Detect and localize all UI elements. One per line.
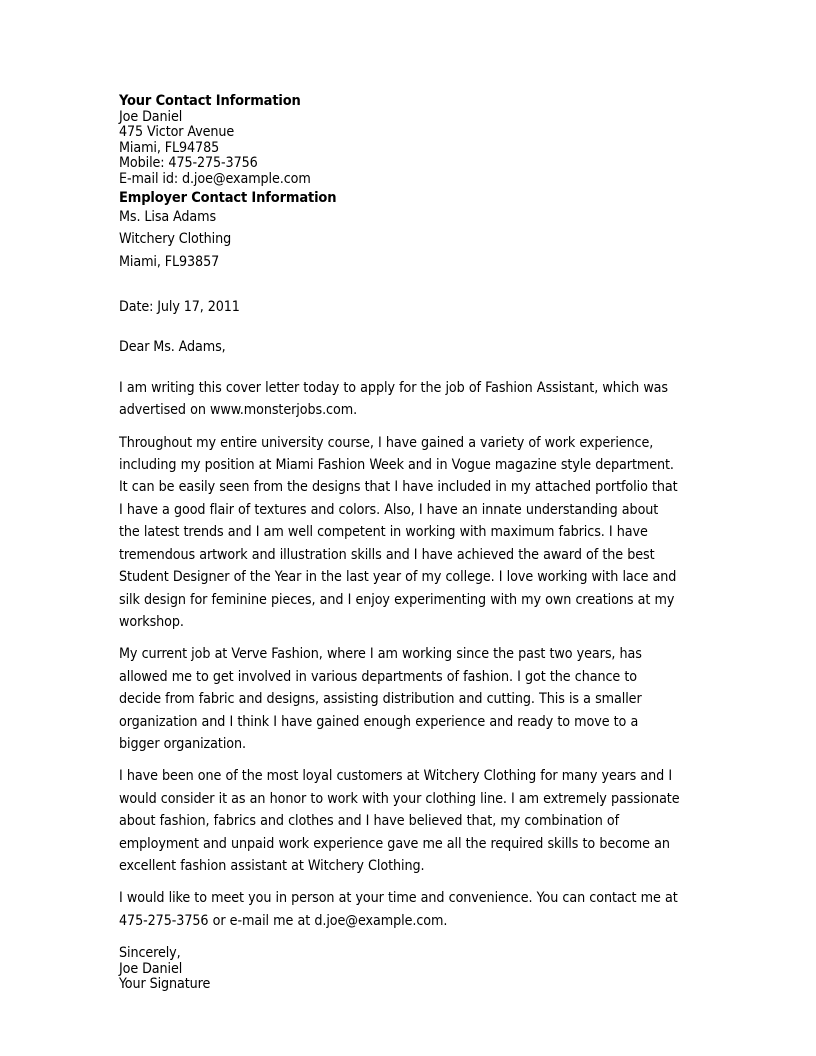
- recipient-name: Ms. Lisa Adams: [119, 209, 217, 226]
- spacer-recipient-date: [119, 273, 682, 296]
- letter-body: [119, 94, 682, 993]
- sender-email: E-mail id: d.joe@example.com: [119, 170, 311, 187]
- recipient-contact-heading: Employer Contact Information: [119, 189, 337, 206]
- sender-address-lines: [119, 110, 682, 188]
- sender-contact-block: [119, 94, 682, 188]
- recipient-company: Witchery Clothing: [119, 231, 232, 248]
- sender-street: 475 Victor Avenue: [119, 124, 235, 141]
- recipient-contact-block: [119, 191, 682, 273]
- sender-contact-heading: Your Contact Information: [119, 93, 301, 109]
- body-paragraph-4: I have been one of the most loyal customers at Witchery Clothing for many years and I would consider it as an honor to work with your clothing line. I am extremely passionate about fashion, fabrics and clothes and I have believed that, my combination of employment and unpaid work experience gave me all the required skills to become an excellent fashion assistant at Witchery Clothing.: [119, 768, 680, 874]
- spacer-paragraph-1-2: [119, 422, 682, 432]
- signature-line: Your Signature: [119, 976, 211, 993]
- body-paragraph-5: I would like to meet you in person at your time and convenience. You can contact me at 475-275-3756 or e-mail me at d.joe@example.com.: [119, 890, 678, 929]
- closing-salutation: Sincerely,: [119, 945, 181, 962]
- body-paragraph-3: My current job at Verve Fashion, where I am working since the past two years, has allowed me to get involved in various departments of fashion. I got the chance to decide from fabric and designs, assisting distribution and cutting. This is a smaller organization and I think I have gained enough experience and ready to move to a bigger organization.: [119, 646, 642, 752]
- sender-phone: Mobile: 475-275-3756: [119, 155, 258, 172]
- recipient-city: Miami, FL93857: [119, 253, 220, 270]
- spacer-body-closing: [119, 932, 682, 946]
- spacer-paragraph-4-5: [119, 877, 682, 887]
- spacer-date-salutation: [119, 318, 682, 336]
- date-line: Date: July 17, 2011: [119, 299, 240, 316]
- salutation-line: Dear Ms. Adams,: [119, 339, 226, 356]
- closing-name: Joe Daniel: [119, 960, 183, 977]
- spacer-paragraph-2-3: [119, 633, 682, 643]
- sender-name: Joe Daniel: [119, 108, 183, 125]
- body-paragraph-1: I am writing this cover letter today to apply for the job of Fashion Assistant, which was advertised on www.monsterjobs.com.: [119, 379, 668, 419]
- spacer-salutation-body: [119, 359, 682, 377]
- spacer-paragraph-3-4: [119, 755, 682, 765]
- body-paragraph-2: Throughout my entire university course, I have gained a variety of work experience, including my position at Miami Fashion Week and in Vogue magazine style department. It can be easily seen from the designs that I have included in my attached portfolio that I have a good flair of textures and colors. Also, I have an innate understanding about the latest trends and I am well competent in working with maximum fabrics. I have tremendous artwork and illustration skills and I have achieved the award of the best Student Designer of the Year in the last year of my college. I love working with lace and silk design for feminine pieces, and I enjoy experimenting with my own creations at my workshop.: [119, 434, 678, 630]
- recipient-address-lines: [119, 206, 682, 273]
- sender-city: Miami, FL94785: [119, 139, 220, 156]
- closing-block: [119, 946, 682, 993]
